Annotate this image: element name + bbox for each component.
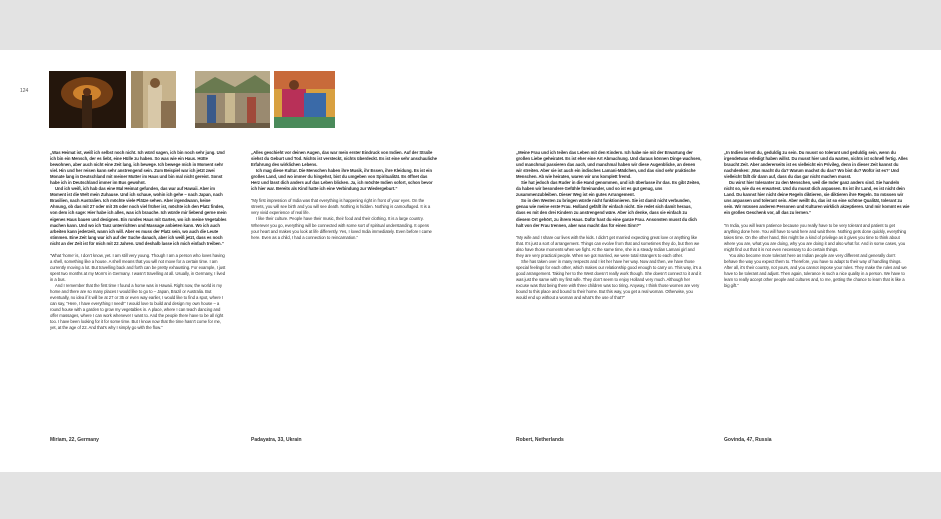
english-paragraph: I like their culture. People have their music, their food and their clothing. It is a large country. Wherever you go, everything will be connected with some sort of spiritual understanding. It opens your heart and makes you look at life differently. Yes, I loved India immediately. Even before I came here. Even as a child, I had a connection to reincarnation.”	[251, 216, 432, 240]
english-paragraph: “My first impression of India was that everything is happening right in front of your eyes. On the streets, you will see birth and you will see death. Nothing is hidden. Nothing is camouflaged. It is a very vivid experience of real life.	[251, 198, 431, 216]
german-paragraph: Du wirst hier toleranter zu den Menschen, weil die Inder ganz anders sind. Sie handeln nicht so, wie du es erwartest. Und du musst dich anpassen. Es ist ihr Land, es ist nicht dein Land. Du kannst hier nicht deine Regeln diktieren, sie diktieren ihre Regeln. So müssen wir uns anpassen und tolerant sein. Aber weißt du, das ist so eine schöne Qualität, tolerant zu sein. Wir müssen anderen Personen und Kulturen wirklich akzeptieren. Und mir kommt es wie ein großes Geschenk vor, all das zu lernen.“	[724, 180, 910, 216]
magazine-spread	[0, 50, 941, 472]
english-paragraph: “What ‘home’ is, I don’t know, yet. I am still very young. Though I am a person who loves having a shell, something like a house. A shell means that you will not move for a certain time. I am currently moving a lot. But travelling back and forth can be pretty exhausting. For example, I just spent two months at my Mom’s in Germany. I wasn’t travelling at all. Usually, in Germany, I lived in a bus.	[50, 252, 226, 282]
photo-woman-doorway	[131, 71, 176, 128]
interview-column-padayatra	[251, 150, 437, 424]
german-paragraph: „Meine Frau und ich teilen das Leben mit den Kindern. Ich habe nie mit der Erwartung der großen Liebe geheiratet. Es ist eher eine Art Abmachung. Und daraus können Dinge wachsen, und manchmal passieren das auch, und manchmal haben wir diese Augenblicke, an denen wir streiten. Aber sie ist auch ein indisches Lamani-Mädchen, und das sind sehr praktische Menschen. Ab wie heiraten, waren wir uns komplett fremd.	[516, 150, 702, 180]
german-paragraph: „In Indien lernst du, geduldig zu sein. Du musst so tolerant und geduldig sein, wenn du irgendetwas erledigt haben willst. Du musst hier und da warten, nichts ist schnell fertig. Alles braucht Zeit. Aber andererseits ist es vielleicht ein Privileg, denn in dieser Zeit kannst du nachdenken: ‚Was macht du da? Warum machst du das? Wo bist du? Wofür ist es?‘ Und vielleicht fällt dir dann auf, dass du das gar nicht machen musst.	[724, 150, 908, 180]
page-number: 124	[20, 88, 29, 94]
english-paragraph: She has taken over in many respects and I let her have her way. Now and then, we have those special feelings for each other, which makes our relationship good enough to carry on. This way, it’s a good arrangement. Taking her to the West doesn’t really work though. She doesn’t connect to it and it was just the same with my first wife. They don’t seem to enjoy Holland very much. Although her excuse was that being there with three children was too tiring. Anyway, I think those women are very bound to this place and bound to their home. But this way, you get a real woman. Otherwise, you would end up without a woman and what’s the use of that?”	[516, 258, 702, 301]
german-paragraph: „Alles geschieht vor deinen Augen, das war mein erster Eindruck von Indien. Auf der Straße siehst du Geburt und Tod. Nichts ist versteckt, nichts überdeckt. Es ist eine sehr anschauliche Erfahrung des wirklichen Lebens.	[251, 150, 437, 168]
photo-woman-saree	[274, 71, 335, 128]
interview-column-robert	[516, 150, 702, 424]
english-paragraph: And I remember that the first time I found a home was in Hawaii. Right now, the world is my home and there are so many places I would like to go to – Japan, Brazil or Australia. But eventually, no idea if it will be at 27 or 35 or even way earlier, I would like to find a spot, where I can say, “Here, I have everything I need!” I would love to build and design my own house – a round house with a garden to grow my vegetables in. A place, where I can teach dancing and offer massages, where I can work whenever I want to. And the people there have to be all right too. I have been looking for it for some time. But I know now that the time hasn’t come for me, yet, at the age of 22. And that’s why I simply go with the flow.”	[50, 282, 224, 331]
english-paragraph: “In India, you will learn patience because you really have to be very tolerant and patient to get anything done here. You will have to wait here and wait there. Nothing gets done quickly, everything takes time. On the other hand, this might be a kind of privilege as it gives you time to think about where you are, what you are doing, why you are doing it and also what for. And in some cases, you might find out that it is not even necessary to do certain things.	[724, 222, 907, 252]
caption-padayatra: Padayatra, 33, Ukrain	[251, 437, 302, 443]
german-paragraph: Und ich weiß, ich hab das eine Mal Heimat gefunden, das war auf Hawaii. Aber im Moment ist die Welt mein Zuhause. Und ich schaue, wohin ich gehe – nach Japan, nach Brasilien, nach Australien. Ich möchte viele Plätze sehen. Aber irgendwann, keine Ahnung, ob das mit 27 oder mit 35 oder noch viel früher ist, möchte ich den Platz finden, von dem ich sage: Hier habe ich alles, was ich brauche. Ich würde mir liebend gerne mein eigenes Haus bauen und designen. Ein rundes Haus mit Garten, wo ich meine Vegetables machen kann. Und wo ich Tanz unterrichten und Massage anbieten kann. Wo ich auch arbeiten kann jederzeit, wann ich will. Aber es muss der Platz sein, wo auch die Leute stimmen. Eine Zeit lang war ich auf der Suche danach, aber ich weiß jetzt, dass es noch nicht an der Zeit ist für mich mit 22 Jahren. Und deshalb lasse ich mich einfach treiben.“	[50, 186, 227, 246]
german-paragraph: So in den Westen zu bringen würde nicht funktionieren. Sie ist damit nicht verbunden, genau wie meine erste Frau. Holland gefällt ihr einfach nicht. Sie redet sich damit heraus, dass es mit den drei Kindern zu anstrengend wäre. Aber ich denke, dass sie einfach zu diesem Ort gehört, zu ihrem Haus. Dafür hast du eine ganze Frau. Ansonsten musst du dich halt von der Frau trennen, aber was macht das für einen Sinn?“	[516, 198, 697, 228]
photo-fire-dancer	[49, 71, 126, 128]
german-paragraph: Ich mag diese Kultur. Die Menschen haben ihre Musik, ihr Essen, ihre Kleidung. Es ist ein großes Land, und wo immer du hingehst, bist du umgeben von Spiritualität. Es öffnet das Herz und lässt dich anders auf das Leben blicken. Ja, ich möchte Indien sofort, schon bevor ich hier war. Bereits als Kind hatte ich eine Verbindung zur Wiedergeburt.“	[251, 168, 433, 192]
caption-miriam: Miriam, 22, Germany	[50, 437, 99, 443]
english-paragraph: “My wife and I share our lives with the kids. I didn’t get married expecting great love or anything like that. It’s just a sort of arrangement. Things can evolve from that and sometimes they do, but then we also have those moments when we fight. At the same time, she is a steady Indian Lamani girl and they are very practical people. When we got married, we were total strangers to each other.	[516, 234, 700, 258]
photo-women-street	[195, 71, 270, 128]
caption-govinda: Govinda, 47, Russia	[724, 437, 772, 443]
interview-column-govinda	[724, 150, 910, 424]
german-paragraph: Sie hat jedoch das Ruder in die Hand genommen, und ich überlasse ihr das. Es gibt Zeiten, da haben wir besondere Gefühle füreinander, und so ist es gut genug, uns zusammenzubleiben. Dieser Weg ist ein gutes Arrangement.	[516, 180, 701, 198]
english-paragraph: You also become more tolerant here as Indian people are very different and generally don’t behave the way you expect them to. Therefore, you have to adapt to their way of handling things. After all, it’s their country, not yours, and you cannot impose your rules. They make the rules and we have to be tolerant and adjust. Then again, tolerance is such a nice quality in a person. We have to learn to really accept other people and cultures and, to me, getting the chance to learn that is like a big gift.”	[724, 252, 907, 288]
interview-column-miriam	[50, 150, 228, 424]
caption-robert: Robert, Netherlands	[516, 437, 564, 443]
german-paragraph: „Was Heimat ist, weiß ich selbst noch nicht. Ich würd sagen, ich bin noch sehr jung. Und ich bin ein Mensch, der es liebt, eine Hülle zu haben. So was wie ein Haus. Hütte bewohnen, aber auch nicht eine Zeit lang, ich bewege. Ich bewege mich in Moment sehr viel. Hin und her reisen kann sehr anstrengend sein. Zum Beispiel war ich jetzt zwei Monate lang in Deutschland mit meiner Mutter im Haus und bin mal nicht gereist. Sonst habe ich in Deutschland immer im Bus gewohnt.	[50, 150, 225, 186]
